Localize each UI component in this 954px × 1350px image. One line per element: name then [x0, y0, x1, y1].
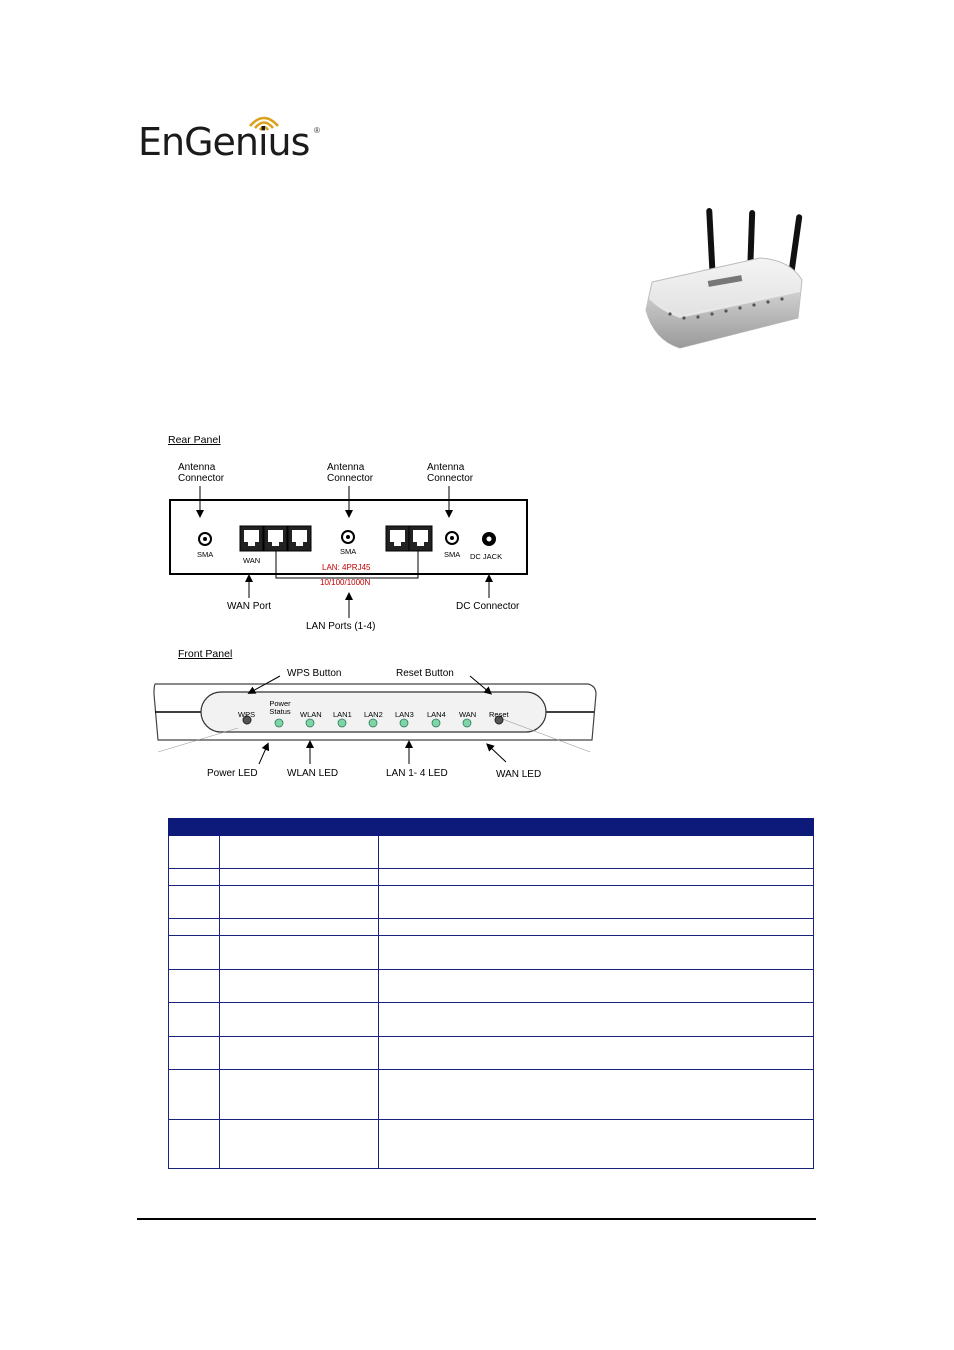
led-label-reset: Reset — [489, 710, 509, 719]
table-cell — [219, 936, 379, 970]
table-cell — [219, 1120, 379, 1169]
front-panel-heading: Front Panel — [178, 648, 233, 660]
table-row — [169, 970, 814, 1003]
table-cell — [379, 936, 814, 970]
table-cell — [379, 836, 814, 869]
table-cell — [169, 1070, 220, 1120]
table-row — [169, 936, 814, 970]
table-row — [169, 886, 814, 919]
led-label-lan2: LAN2 — [364, 710, 383, 719]
table-row — [169, 1003, 814, 1037]
table-cell — [219, 886, 379, 919]
table-cell — [169, 1037, 220, 1070]
table-cell — [219, 1037, 379, 1070]
led-description-table — [168, 818, 814, 1169]
table-row — [169, 1070, 814, 1120]
table-header-row — [169, 819, 814, 836]
table-row — [169, 836, 814, 869]
led-label-lan1: LAN1 — [333, 710, 352, 719]
table-row — [169, 1037, 814, 1070]
table-cell — [379, 1003, 814, 1037]
rear-panel-heading: Rear Panel — [168, 434, 221, 446]
table-cell — [219, 919, 379, 936]
table-cell — [379, 1120, 814, 1169]
antenna-mid-label: Antenna Connector — [327, 462, 374, 484]
table-header-cell — [169, 819, 220, 836]
dc-connector-label: DC Connector — [456, 601, 520, 612]
table-header-cell — [379, 819, 814, 836]
sma-label: SMA — [444, 550, 461, 559]
table-cell — [169, 886, 220, 919]
lan-ports-label: LAN Ports (1-4) — [306, 621, 376, 632]
wan-label: WAN — [243, 556, 261, 565]
table-cell — [169, 970, 220, 1003]
wps-button-label: WPS Button — [287, 668, 342, 679]
lan-led-label: LAN 1- 4 LED — [386, 768, 448, 779]
table-cell — [219, 970, 379, 1003]
table-cell — [169, 1120, 220, 1169]
table-cell — [379, 1070, 814, 1120]
table-cell — [219, 1003, 379, 1037]
table-cell — [169, 1003, 220, 1037]
power-led-label: Power LED — [207, 768, 258, 779]
antenna-left-label: Antenna Connector — [178, 462, 225, 484]
table-cell — [219, 836, 379, 869]
table-cell — [169, 836, 220, 869]
logo-wordmark: EnGenius — [138, 120, 310, 164]
table-cell — [379, 970, 814, 1003]
led-label-wps: WPS — [238, 710, 256, 719]
sma-label: SMA — [340, 547, 357, 556]
sma-label: SMA — [197, 550, 214, 559]
table-header-cell — [219, 819, 379, 836]
table-cell — [379, 886, 814, 919]
table-cell — [379, 1037, 814, 1070]
table-cell — [379, 919, 814, 936]
table-cell — [169, 919, 220, 936]
table-row — [169, 869, 814, 886]
led-label-wan: WAN — [459, 710, 477, 719]
led-label-lan3: LAN3 — [395, 710, 414, 719]
footer-rule — [137, 1218, 816, 1220]
dc-jack-label: DC JACK — [470, 552, 503, 561]
registered-mark: ® — [314, 126, 320, 135]
led-label-lan4: LAN4 — [427, 710, 446, 719]
table-cell — [379, 869, 814, 886]
lan-spec-line2: 10/100/1000N — [320, 578, 371, 587]
reset-button-label: Reset Button — [396, 668, 454, 679]
wan-led-label: WAN LED — [496, 769, 542, 780]
table-cell — [219, 869, 379, 886]
wan-port-label: WAN Port — [227, 601, 272, 612]
table-row — [169, 919, 814, 936]
led-label-power-status: Power Status — [269, 699, 291, 716]
wlan-led-label: WLAN LED — [287, 768, 339, 779]
lan-spec-line1: LAN: 4PRJ45 — [322, 563, 371, 572]
table-row — [169, 1120, 814, 1169]
table-cell — [219, 1070, 379, 1120]
antenna-right-label: Antenna Connector — [427, 462, 474, 484]
led-label-wlan: WLAN — [300, 710, 322, 719]
table-cell — [169, 936, 220, 970]
table-cell — [169, 869, 220, 886]
